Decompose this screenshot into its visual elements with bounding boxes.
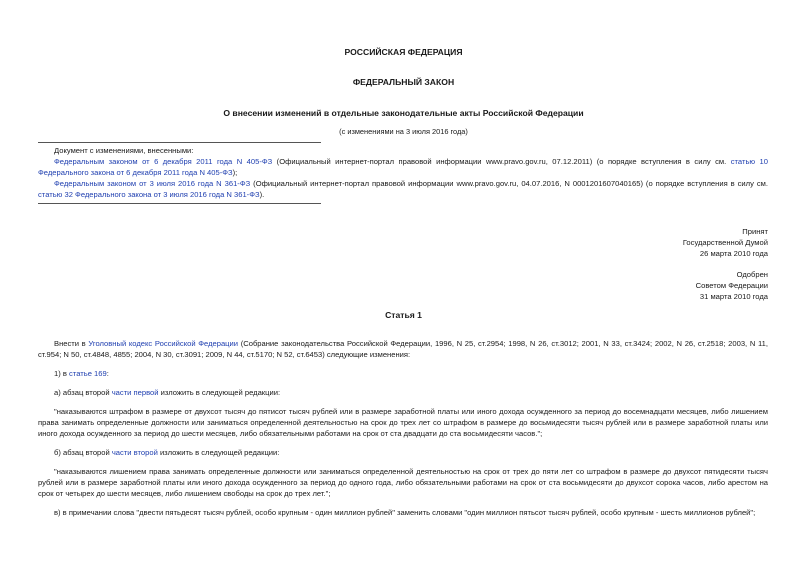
adopted-date: 26 марта 2010 года <box>699 249 768 258</box>
amendment-law-link[interactable]: Федеральным законом от 3 июля 2016 года N 361-ФЗ <box>54 179 251 188</box>
article-paragraph: в) в примечании слова "двести пятьдесят тысяч рублей, особо крупным - один миллион рублей" заменить словами "один миллион пятьсот тысяч рублей, особо крупным - шесть миллионов рублей"; <box>54 508 756 517</box>
article-paragraph: а) абзац второй части первой изложить в следующей редакции: <box>54 388 281 397</box>
part-two-link[interactable]: части второй <box>111 448 158 457</box>
adopted-label: Принят <box>742 227 768 236</box>
country-heading: РОССИЙСКАЯ ФЕДЕРАЦИЯ <box>344 47 463 57</box>
document-title: О внесении изменений в отдельные законодательные акты Российской Федерации <box>223 108 584 118</box>
article-paragraph: "наказываются лишением права занимать определенные должности или заниматься определенной деятельностью на срок от трех до пяти лет со штрафом в размере до двухсот пятидесяти тысяч рублей или в размере заработной платы или иного дохода осужденного за период до одного года, либо обязательными работами на срок от ста восьмидесяти до двухсот сорока часов, либо арестом на срок от четырех до шести месяцев, либо лишением свободы на срок до трех лет."; <box>38 467 768 498</box>
amendment-law-link[interactable]: Федеральным законом от 6 декабря 2011 года N 405-ФЗ <box>54 157 273 166</box>
article-heading: Статья 1 <box>385 310 422 320</box>
article-paragraph: 1) в статье 169: <box>54 369 109 378</box>
revision-note: (с изменениями на 3 июля 2016 года) <box>339 127 468 136</box>
amendment-item: Федеральным законом от 6 декабря 2011 года N 405-ФЗ (Официальный интернет-портал правовой информации www.pravo.gov.ru, 07.12.2011) (о порядке вступления в силу см. статью 10 Федерального закона от 6 декабря 2011 года N 405-ФЗ); <box>38 157 768 177</box>
article-paragraph: Внести в Уголовный кодекс Российской Федерации (Собрание законодательства Российской Федерации, 1996, N 25, ст.2954; 1998, N 26, ст.3012; 2001, N 33, ст.3424; 2002, N 26, ст.2518; 2003, N 11, ст.954; N 50, ст.4848, 4855; 2004, N 30, ст.3091; 2009, N 44, ст.5170; N 52, ст.6453) следующие изменения: <box>38 339 768 359</box>
article-paragraph: "наказываются штрафом в размере от двухсот тысяч до пятисот тысяч рублей или в размере заработной платы или иного дохода осужденного за период до восемнадцати месяцев, либо лишением права занимать определенные должности или заниматься определенной деятельностью на срок до трех лет со штрафом в размере до восьмидесяти тысяч рублей или в размере заработной платы или иного дохода осужденного за период до шести месяцев, либо обязательными работами на срок от ста двадцати до ста восьмидесяти часов."; <box>38 407 768 438</box>
adopted-by: Государственной Думой <box>682 238 768 247</box>
amendments-bottom-rule <box>38 203 321 204</box>
law-type-heading: ФЕДЕРАЛЬНЫЙ ЗАКОН <box>352 77 455 87</box>
approved-date: 31 марта 2010 года <box>699 292 768 301</box>
article-169-link[interactable]: статье 169 <box>69 369 107 378</box>
article-body <box>38 338 768 518</box>
criminal-code-link[interactable]: Уголовный кодекс Российской Федерации <box>88 339 239 348</box>
approved-by: Советом Федерации <box>695 281 768 290</box>
article-paragraph: б) абзац второй части второй изложить в следующей редакции: <box>54 448 280 457</box>
adoption-block <box>683 226 768 302</box>
approved-label: Одобрен <box>736 270 768 279</box>
amendment-ref-link[interactable]: статью 10 Федерального закона от 6 декабря 2011 года N 405-ФЗ <box>38 157 768 177</box>
part-one-link[interactable]: части первой <box>111 388 159 397</box>
amendments-block <box>38 145 768 200</box>
amendment-ref-link[interactable]: статью 32 Федерального закона от 3 июля 2016 года N 361-ФЗ <box>38 190 260 199</box>
amendments-intro: Документ с изменениями, внесенными: <box>54 146 194 155</box>
amendments-top-rule <box>38 142 321 143</box>
amendment-item: Федеральным законом от 3 июля 2016 года N 361-ФЗ (Официальный интернет-портал правовой информации www.pravo.gov.ru, 04.07.2016, N 0001201607040165) (о порядке вступления в силу см. статью 32 Федерального закона от 3 июля 2016 года N 361-ФЗ). <box>38 179 768 199</box>
